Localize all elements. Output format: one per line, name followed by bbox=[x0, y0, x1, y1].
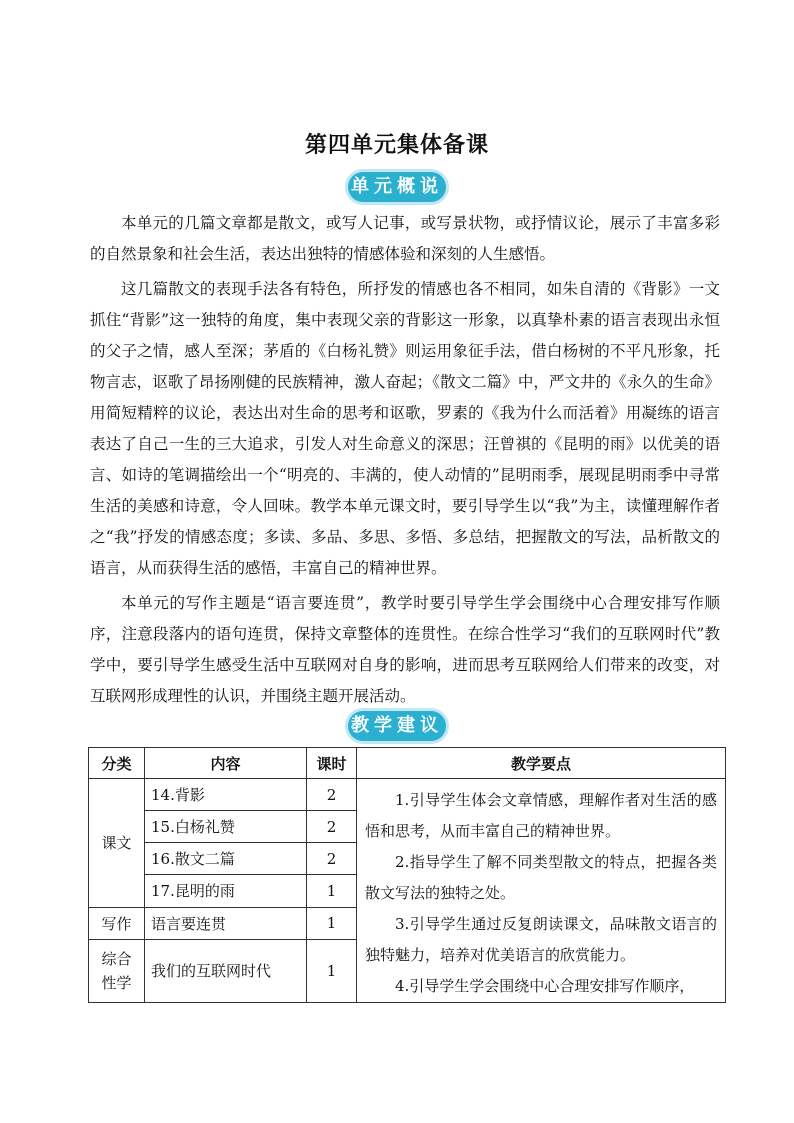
teaching-plan-table bbox=[88, 747, 726, 1003]
hours-cell: 2 bbox=[307, 811, 357, 843]
overview-text bbox=[90, 208, 720, 716]
teaching-point: 4.引导学生学会围绕中心合理安排写作顺序， bbox=[395, 977, 695, 995]
content-cell: 16.散文二篇 bbox=[145, 843, 307, 875]
teaching-points-cell bbox=[357, 779, 726, 1003]
teaching-point: 3.引导学生通过反复朗读课文，品味散文语言的独特魅力，培养对优美语言的欣赏能力。 bbox=[365, 915, 717, 964]
hours-cell: 1 bbox=[307, 939, 357, 1002]
paragraph: 本单元的写作主题是“语言要连贯”，教学时要引导学生学会围绕中心合理安排写作顺序，注意段落内的语句连贯，保持文章整体的连贯性。在综合性学习“我们的互联网时代”教学中，要引导学生感受生活中互联网对自身的影响，进而思考互联网给人们带来的改变，对互联网形成理性的认识，并围绕主题开展活动。 bbox=[90, 594, 720, 705]
paragraph: 本单元的几篇文章都是散文，或写人记事，或写景状物，或抒情议论，展示了丰富多彩的自然景象和社会生活，表达出独特的情感体验和深刻的人生感悟。 bbox=[90, 214, 720, 263]
page-title: 第四单元集体备课 bbox=[304, 133, 489, 158]
section-heading-suggestions: 教学建议 bbox=[348, 711, 446, 741]
paragraph: 这几篇散文的表现手法各有特色，所抒发的情感也各不相同，如朱自清的《背影》一文抓住“背影”这一独特的角度，集中表现父亲的背影这一形象，以真挚朴素的语言表现出永恒的父子之情，感人至深；茅盾的《白杨礼赞》则运用象征手法，借白杨树的不平凡形象，托物言志，讴歌了昂扬刚健的民族精神，激人奋起；《散文二篇》中，严文井的《永久的生命》用简短精粹的议论，表达出对生命的思考和讴歌，罗素的《我为什么而活着》用凝练的语言表达了自己一生的三大追求，引发人对生命意义的深思；汪曾祺的《昆明的雨》以优美的语言、如诗的笔调描绘出一个“明亮的、丰满的，使人动情的”昆明雨季，展现昆明雨季中寻常生活的美感和诗意，令人回味。教学本单元课文时，要引导学生以“我”为主，读懂理解作者之“我”抒发的情感态度；多读、多品、多思、多悟、多总结，把握散文的写法，品析散文的语言，从而获得生活的感悟，丰富自己的精神世界。 bbox=[90, 280, 720, 577]
category-cell: 综合性学 bbox=[89, 939, 145, 1002]
category-cell: 写作 bbox=[89, 907, 145, 939]
hours-cell: 1 bbox=[307, 875, 357, 907]
section-heading-overview: 单元概说 bbox=[348, 172, 446, 202]
content-cell: 15.白杨礼赞 bbox=[145, 811, 307, 843]
hours-cell: 2 bbox=[307, 843, 357, 875]
hours-cell: 2 bbox=[307, 779, 357, 811]
header-category: 分类 bbox=[89, 748, 145, 779]
content-cell: 14.背影 bbox=[145, 779, 307, 811]
teaching-point: 2.指导学生了解不同类型散文的特点，把握各类散文写法的独特之处。 bbox=[365, 853, 717, 902]
header-points: 教学要点 bbox=[357, 748, 726, 779]
table-header-row bbox=[89, 748, 726, 779]
content-cell: 17.昆明的雨 bbox=[145, 875, 307, 907]
header-content: 内容 bbox=[145, 748, 307, 779]
table-row bbox=[89, 779, 726, 811]
category-cell: 课文 bbox=[89, 779, 145, 908]
content-cell: 语言要连贯 bbox=[145, 907, 307, 939]
content-cell: 我们的互联网时代 bbox=[145, 939, 307, 1002]
hours-cell: 1 bbox=[307, 907, 357, 939]
teaching-point: 1.引导学生体会文章情感，理解作者对生活的感悟和思考，从而丰富自己的精神世界。 bbox=[365, 791, 717, 840]
header-hours: 课时 bbox=[307, 748, 357, 779]
